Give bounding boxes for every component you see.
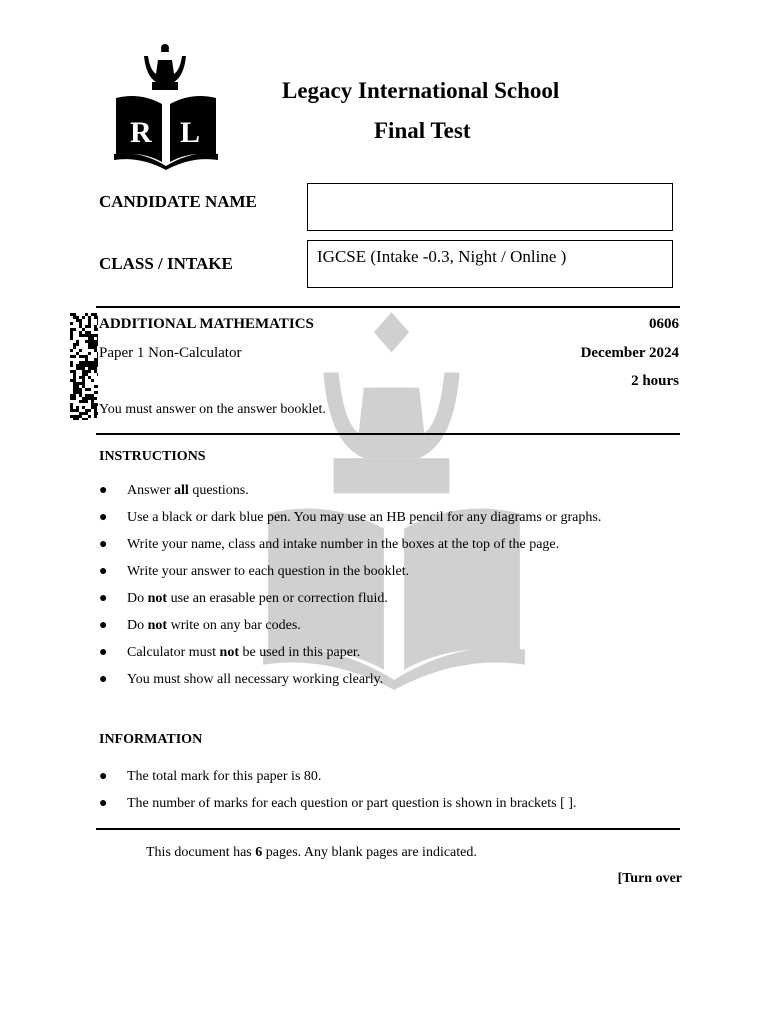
barcode-cell bbox=[85, 409, 88, 412]
barcode-cell bbox=[76, 364, 79, 367]
barcode-cell bbox=[91, 337, 94, 340]
class-intake-label: CLASS / INTAKE bbox=[99, 254, 233, 273]
barcode-cell bbox=[73, 388, 76, 391]
barcode-cell bbox=[76, 385, 79, 388]
barcode-cell bbox=[73, 409, 76, 412]
barcode-cell bbox=[79, 334, 82, 337]
barcode-cell bbox=[70, 334, 73, 337]
barcode-cell bbox=[76, 391, 79, 394]
barcode-cell bbox=[79, 412, 82, 415]
barcode-cell bbox=[94, 361, 97, 364]
barcode-cell bbox=[97, 316, 98, 319]
barcode-cell bbox=[94, 409, 97, 412]
barcode-cell bbox=[94, 403, 97, 406]
page-count: 6 bbox=[255, 845, 263, 860]
barcode-cell bbox=[73, 382, 76, 385]
barcode-cell bbox=[94, 343, 97, 346]
barcode-cell bbox=[88, 340, 91, 343]
barcode-cell bbox=[82, 379, 85, 382]
barcode-cell bbox=[97, 373, 98, 376]
bullet-icon: ● bbox=[99, 564, 108, 579]
barcode-cell bbox=[85, 325, 88, 328]
barcode-cell bbox=[82, 361, 85, 364]
barcode-cell bbox=[85, 361, 88, 364]
barcode-cell bbox=[79, 331, 82, 334]
list-item-pre: Do bbox=[127, 591, 148, 606]
list-item-post: write on any bar codes. bbox=[167, 618, 301, 633]
barcode-cell bbox=[70, 409, 73, 412]
barcode-cell bbox=[88, 415, 91, 418]
barcode-cell bbox=[97, 355, 98, 358]
bullet-icon: ● bbox=[99, 483, 108, 498]
barcode-cell bbox=[70, 364, 73, 367]
list-item-pre: You must show all necessary working clearly. bbox=[127, 672, 384, 687]
class-intake-box[interactable]: IGCSE (Intake -0.3, Night / Online ) bbox=[307, 240, 673, 288]
barcode-cell bbox=[94, 406, 97, 409]
list-item bbox=[99, 563, 601, 590]
barcode-cell bbox=[82, 376, 85, 379]
barcode-cell bbox=[82, 373, 85, 376]
barcode-cell bbox=[88, 334, 91, 337]
barcode-cell bbox=[85, 373, 88, 376]
page-count-note-post: pages. Any blank pages are indicated. bbox=[262, 845, 477, 860]
barcode-cell bbox=[97, 364, 98, 367]
barcode-cell bbox=[85, 394, 88, 397]
barcode-cell bbox=[91, 406, 94, 409]
barcode-cell bbox=[85, 340, 88, 343]
bullet-icon: ● bbox=[99, 591, 108, 606]
barcode-cell bbox=[91, 346, 94, 349]
barcode-cell bbox=[70, 331, 73, 334]
barcode-cell bbox=[97, 358, 98, 361]
list-item-bold: not bbox=[147, 591, 168, 606]
barcode-cell bbox=[70, 394, 73, 397]
barcode-cell bbox=[82, 316, 85, 319]
barcode-cell bbox=[73, 379, 76, 382]
barcode-cell bbox=[85, 388, 88, 391]
barcode-cell bbox=[73, 391, 76, 394]
barcode-cell bbox=[82, 400, 85, 403]
barcode-cell bbox=[88, 361, 91, 364]
barcode-cell bbox=[94, 316, 97, 319]
barcode-cell bbox=[82, 334, 85, 337]
barcode-cell bbox=[91, 400, 94, 403]
list-item-bold: not bbox=[219, 645, 239, 660]
list-item-pre: Write your name, class and intake number in the boxes at the top of the page. bbox=[127, 537, 560, 552]
list-item bbox=[99, 590, 601, 617]
barcode-cell bbox=[97, 361, 98, 364]
barcode-cell bbox=[73, 370, 76, 373]
barcode-cell bbox=[70, 349, 73, 352]
barcode-cell bbox=[82, 328, 85, 331]
barcode-cell bbox=[79, 355, 82, 358]
barcode-cell bbox=[88, 370, 91, 373]
barcode-cell bbox=[97, 337, 98, 340]
barcode-cell bbox=[82, 406, 85, 409]
barcode-cell bbox=[88, 331, 91, 334]
bullet-icon: ● bbox=[99, 672, 108, 687]
list-item-post: use an erasable pen or correction fluid. bbox=[167, 591, 388, 606]
barcode-cell bbox=[79, 364, 82, 367]
exam-duration: 2 hours bbox=[631, 373, 679, 389]
barcode-cell bbox=[88, 394, 91, 397]
logo-letter-l: L bbox=[180, 116, 201, 149]
barcode-cell bbox=[88, 316, 91, 319]
barcode-cell bbox=[82, 412, 85, 415]
barcode-cell bbox=[82, 385, 85, 388]
barcode-cell bbox=[70, 403, 73, 406]
barcode-cell bbox=[70, 415, 73, 418]
barcode-cell bbox=[73, 346, 76, 349]
page-count-note bbox=[146, 845, 477, 861]
barcode-cell bbox=[73, 415, 76, 418]
barcode-cell bbox=[73, 343, 76, 346]
barcode-cell bbox=[97, 352, 98, 355]
divider-middle bbox=[96, 433, 680, 435]
list-item-pre: Answer bbox=[127, 483, 175, 498]
barcode-cell bbox=[76, 409, 79, 412]
barcode-cell bbox=[73, 328, 76, 331]
information-list bbox=[99, 768, 576, 822]
barcode-cell bbox=[97, 385, 98, 388]
barcode-cell bbox=[85, 370, 88, 373]
barcode-cell bbox=[70, 355, 73, 358]
barcode-cell bbox=[91, 364, 94, 367]
barcode-cell bbox=[94, 334, 97, 337]
bullet-icon: ● bbox=[99, 769, 108, 784]
barcode-cell bbox=[70, 379, 73, 382]
list-item-pre: Calculator must bbox=[127, 645, 220, 660]
logo-letter-r: R bbox=[130, 116, 152, 149]
barcode-cell bbox=[91, 334, 94, 337]
barcode-cell bbox=[70, 361, 73, 364]
barcode-cell bbox=[97, 340, 98, 343]
barcode-cell bbox=[73, 397, 76, 400]
information-heading: INFORMATION bbox=[99, 732, 203, 747]
turn-over-note: [Turn over bbox=[617, 871, 682, 886]
barcode-cell bbox=[73, 373, 76, 376]
instructions-list bbox=[99, 482, 601, 698]
exam-date: December 2024 bbox=[580, 345, 679, 361]
barcode-cell bbox=[91, 367, 94, 370]
divider-bottom bbox=[96, 828, 680, 830]
list-item-pre: The number of marks for each question or part question is shown in brackets [ ]. bbox=[127, 796, 577, 811]
barcode-cell bbox=[79, 349, 82, 352]
barcode-cell bbox=[70, 328, 73, 331]
barcode-cell bbox=[70, 397, 73, 400]
barcode-cell bbox=[94, 412, 97, 415]
barcode-cell bbox=[88, 364, 91, 367]
barcode-cell bbox=[85, 364, 88, 367]
list-item bbox=[99, 536, 601, 563]
barcode-cell bbox=[94, 367, 97, 370]
instructions-heading: INSTRUCTIONS bbox=[99, 449, 206, 464]
barcode-cell bbox=[70, 322, 73, 325]
barcode-cell bbox=[94, 391, 97, 394]
barcode-cell bbox=[70, 313, 73, 316]
barcode-cell bbox=[88, 343, 91, 346]
barcode-cell bbox=[88, 367, 91, 370]
list-item-bold: all bbox=[174, 483, 189, 498]
barcode-cell bbox=[76, 418, 79, 420]
list-item-pre: The total mark for this paper is 80. bbox=[127, 769, 322, 784]
barcode-cell bbox=[76, 406, 79, 409]
barcode-cell bbox=[94, 358, 97, 361]
barcode-cell bbox=[73, 316, 76, 319]
list-item-pre: Write your answer to each question in the booklet. bbox=[127, 564, 410, 579]
barcode-cell bbox=[88, 352, 91, 355]
barcode-cell bbox=[73, 394, 76, 397]
barcode-cell bbox=[85, 400, 88, 403]
barcode-cell bbox=[94, 397, 97, 400]
barcode-cell bbox=[79, 367, 82, 370]
barcode-cell bbox=[88, 346, 91, 349]
barcode-cell bbox=[97, 343, 98, 346]
barcode-cell bbox=[94, 349, 97, 352]
barcode bbox=[70, 313, 98, 420]
page-count-note-pre: This document has bbox=[146, 845, 256, 860]
barcode-cell bbox=[82, 418, 85, 420]
bullet-icon: ● bbox=[99, 537, 108, 552]
barcode-cell bbox=[94, 328, 97, 331]
list-item bbox=[99, 795, 576, 822]
barcode-cell bbox=[91, 403, 94, 406]
barcode-cell bbox=[82, 364, 85, 367]
barcode-cell bbox=[91, 379, 94, 382]
list-item bbox=[99, 644, 601, 671]
barcode-cell bbox=[79, 325, 82, 328]
barcode-cell bbox=[76, 343, 79, 346]
barcode-cell bbox=[85, 355, 88, 358]
bullet-icon: ● bbox=[99, 618, 108, 633]
barcode-cell bbox=[73, 355, 76, 358]
test-title: Final Test bbox=[374, 118, 471, 143]
barcode-cell bbox=[79, 388, 82, 391]
barcode-cell bbox=[70, 406, 73, 409]
barcode-cell bbox=[79, 322, 82, 325]
barcode-cell bbox=[91, 340, 94, 343]
barcode-cell bbox=[82, 397, 85, 400]
barcode-cell bbox=[79, 361, 82, 364]
barcode-cell bbox=[91, 397, 94, 400]
paper-name: Paper 1 Non-Calculator bbox=[99, 345, 242, 361]
barcode-cell bbox=[79, 376, 82, 379]
barcode-cell bbox=[76, 367, 79, 370]
barcode-cell bbox=[82, 355, 85, 358]
barcode-cell bbox=[88, 337, 91, 340]
barcode-cell bbox=[97, 328, 98, 331]
barcode-cell bbox=[73, 385, 76, 388]
barcode-cell bbox=[97, 391, 98, 394]
barcode-cell bbox=[85, 334, 88, 337]
bullet-icon: ● bbox=[99, 796, 108, 811]
answer-note: You must answer on the answer booklet. bbox=[99, 402, 326, 417]
barcode-cell bbox=[97, 412, 98, 415]
barcode-cell bbox=[79, 415, 82, 418]
list-item bbox=[99, 768, 576, 795]
barcode-cell bbox=[76, 340, 79, 343]
barcode-cell bbox=[85, 313, 88, 316]
barcode-cell bbox=[88, 376, 91, 379]
barcode-cell bbox=[70, 337, 73, 340]
barcode-cell bbox=[79, 319, 82, 322]
barcode-cell bbox=[79, 400, 82, 403]
divider-top bbox=[96, 306, 680, 308]
barcode-cell bbox=[85, 397, 88, 400]
barcode-cell bbox=[88, 388, 91, 391]
barcode-cell bbox=[79, 394, 82, 397]
barcode-cell bbox=[88, 325, 91, 328]
barcode-cell bbox=[85, 418, 88, 420]
barcode-cell bbox=[76, 382, 79, 385]
list-item bbox=[99, 509, 601, 536]
barcode-cell bbox=[82, 382, 85, 385]
barcode-cell bbox=[91, 394, 94, 397]
bullet-icon: ● bbox=[99, 510, 108, 525]
list-item-bold: not bbox=[147, 618, 168, 633]
barcode-cell bbox=[76, 415, 79, 418]
list-item-pre: Use a black or dark blue pen. You may use an HB pencil for any diagrams or graphs. bbox=[127, 510, 602, 525]
barcode-cell bbox=[82, 367, 85, 370]
barcode-cell bbox=[73, 418, 76, 420]
candidate-name-box[interactable] bbox=[307, 183, 673, 231]
barcode-cell bbox=[97, 319, 98, 322]
barcode-cell bbox=[94, 346, 97, 349]
barcode-cell bbox=[94, 313, 97, 316]
barcode-cell bbox=[94, 370, 97, 373]
barcode-cell bbox=[85, 358, 88, 361]
candidate-name-label: CANDIDATE NAME bbox=[99, 192, 257, 211]
barcode-cell bbox=[97, 334, 98, 337]
school-logo bbox=[112, 42, 220, 170]
barcode-cell bbox=[97, 322, 98, 325]
school-name: Legacy International School bbox=[282, 78, 560, 103]
subject-name: ADDITIONAL MATHEMATICS bbox=[99, 316, 314, 332]
list-item-pre: Do bbox=[127, 618, 148, 633]
barcode-cell bbox=[88, 322, 91, 325]
barcode-cell bbox=[76, 352, 79, 355]
list-item-post: questions. bbox=[188, 483, 249, 498]
barcode-cell bbox=[76, 319, 79, 322]
barcode-cell bbox=[85, 412, 88, 415]
barcode-cell bbox=[94, 325, 97, 328]
bullet-icon: ● bbox=[99, 645, 108, 660]
barcode-cell bbox=[82, 370, 85, 373]
barcode-cell bbox=[94, 385, 97, 388]
list-item bbox=[99, 617, 601, 644]
barcode-cell bbox=[97, 403, 98, 406]
subject-code: 0606 bbox=[649, 316, 679, 332]
barcode-cell bbox=[79, 391, 82, 394]
barcode-cell bbox=[76, 388, 79, 391]
list-item-post: be used in this paper. bbox=[239, 645, 361, 660]
barcode-cell bbox=[88, 319, 91, 322]
list-item bbox=[99, 482, 601, 509]
list-item bbox=[99, 671, 601, 698]
barcode-cell bbox=[94, 340, 97, 343]
barcode-cell bbox=[73, 376, 76, 379]
barcode-cell bbox=[94, 364, 97, 367]
barcode-cell bbox=[88, 409, 91, 412]
barcode-cell bbox=[79, 382, 82, 385]
barcode-cell bbox=[85, 331, 88, 334]
barcode-cell bbox=[73, 313, 76, 316]
barcode-cell bbox=[76, 316, 79, 319]
barcode-cell bbox=[94, 415, 97, 418]
barcode-cell bbox=[70, 370, 73, 373]
barcode-cell bbox=[91, 361, 94, 364]
barcode-cell bbox=[91, 313, 94, 316]
barcode-cell bbox=[91, 343, 94, 346]
barcode-cell bbox=[88, 397, 91, 400]
